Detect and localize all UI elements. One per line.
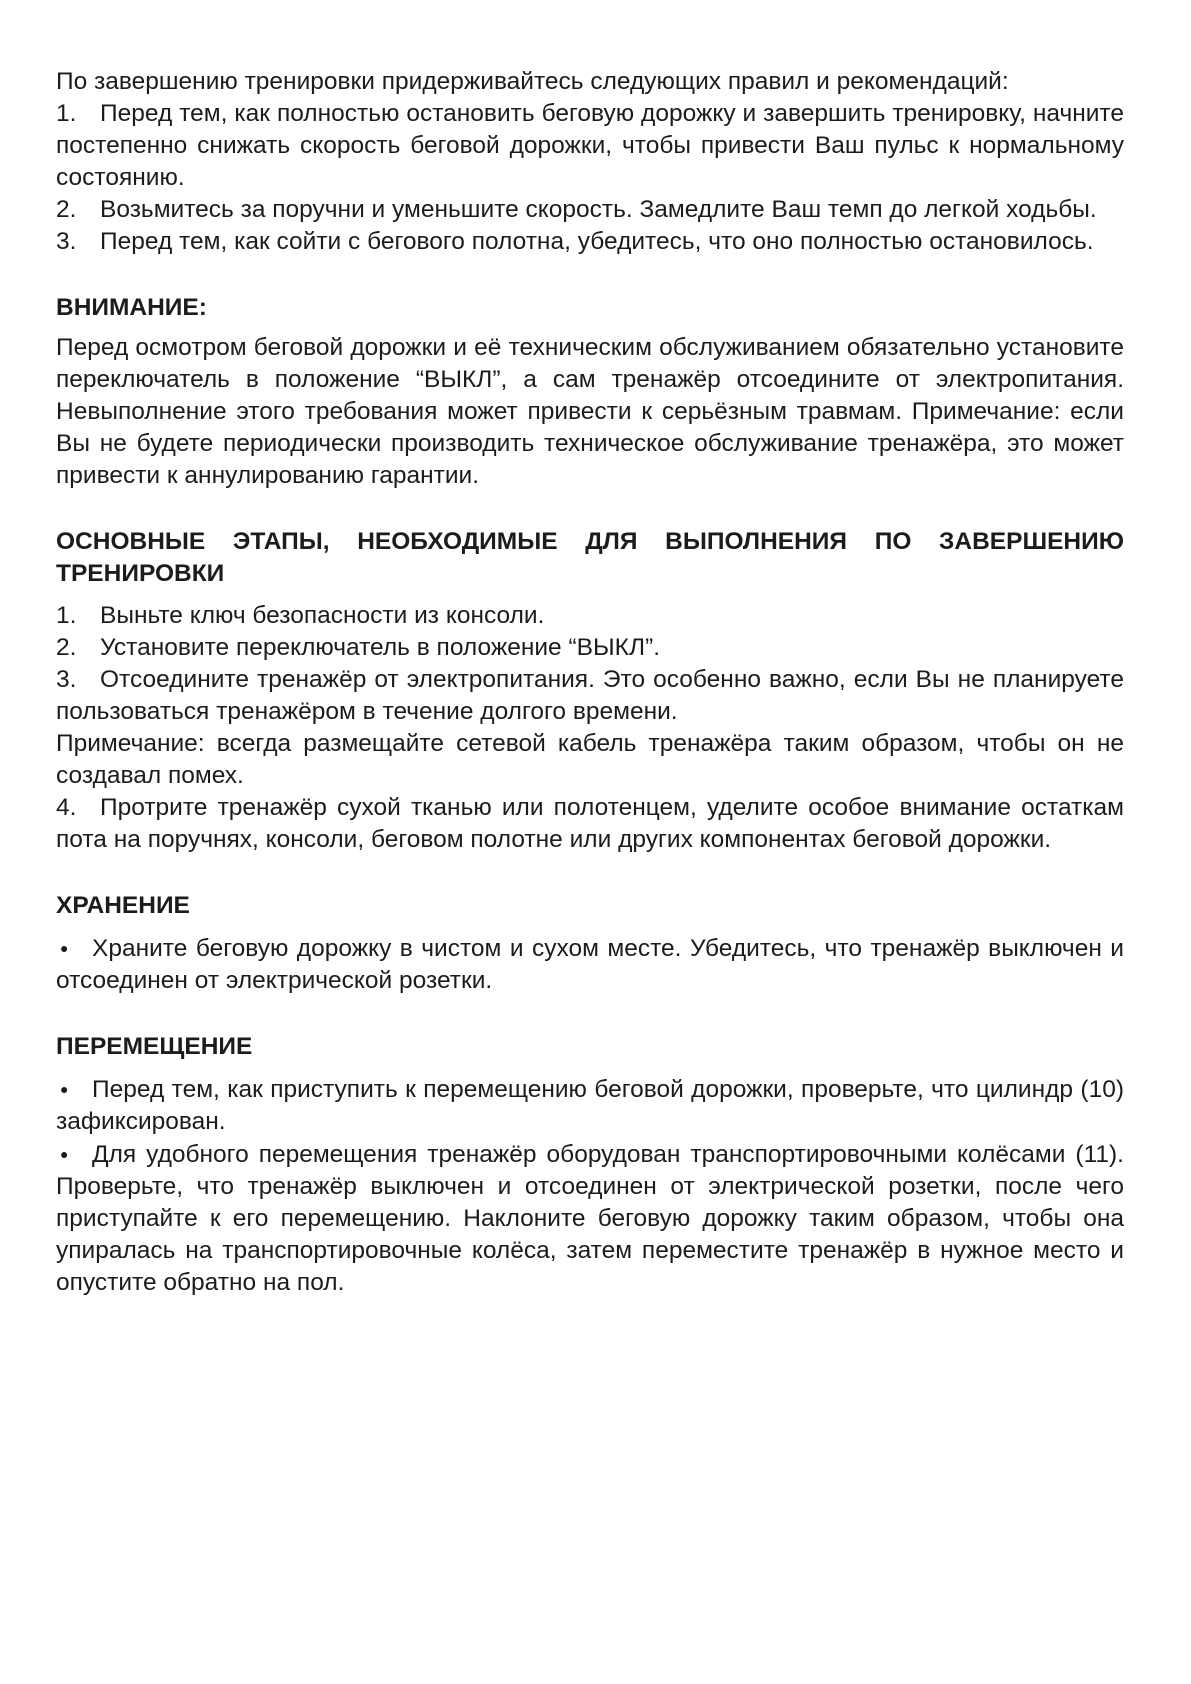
list-number: 3. bbox=[56, 666, 77, 693]
bullet-icon: ● bbox=[60, 940, 69, 956]
warning-heading: ВНИМАНИЕ: bbox=[56, 294, 207, 321]
steps-list-item-4 bbox=[56, 792, 1124, 856]
list-item-text: Перед тем, как полностью остановить беговую дорожку и завершить тренировку, начните постепенно снижать скорость беговой дорожки, чтобы привести Ваш пульс к нормальному состоянию. bbox=[56, 100, 1124, 191]
list-item-text: Отсоедините тренажёр от электропитания. Это особенно важно, если Вы не планируете пользоваться тренажёром в течение долгого времени. bbox=[56, 666, 1124, 725]
list-item-text: Протрите тренажёр сухой тканью или полотенцем, уделите особое внимание остаткам пота на поручнях, консоли, беговом полотне или других компонентах беговой дорожки. bbox=[56, 794, 1124, 853]
moving-heading: ПЕРЕМЕЩЕНИЕ bbox=[56, 1033, 253, 1060]
moving-bullet-item-2 bbox=[56, 1138, 1124, 1299]
intro-paragraph: По завершению тренировки придерживайтесь следующих правил и рекомендаций: bbox=[56, 68, 1009, 95]
list-number: 2. bbox=[56, 196, 77, 223]
list-item-text: Выньте ключ безопасности из консоли. bbox=[100, 602, 545, 629]
steps-note: Примечание: всегда размещайте сетевой кабель тренажёра таким образом, чтобы он не создавал помех. bbox=[56, 730, 1124, 789]
list-number: 3. bbox=[56, 228, 77, 255]
storage-bullet-item-1 bbox=[56, 932, 1124, 997]
moving-bullet-item-1 bbox=[56, 1073, 1124, 1138]
bullet-icon: ● bbox=[60, 1146, 69, 1162]
list-number: 4. bbox=[56, 794, 77, 821]
bullet-item-text: Храните беговую дорожку в чистом и сухом месте. Убедитесь, что тренажёр выключен и отсоединен от электрической розетки. bbox=[56, 935, 1124, 994]
bullet-icon: ● bbox=[60, 1081, 69, 1097]
list-number: 1. bbox=[56, 602, 77, 629]
bullet-item-text: Перед тем, как приступить к перемещению беговой дорожки, проверьте, что цилиндр (10) зафиксирован. bbox=[56, 1076, 1124, 1135]
intro-list-item-2 bbox=[56, 194, 1124, 226]
list-item-text: Перед тем, как сойти с бегового полотна, убедитесь, что оно полностью остановилось. bbox=[100, 228, 1094, 255]
steps-list-item-3 bbox=[56, 664, 1124, 728]
steps-list-item-2 bbox=[56, 632, 1124, 664]
page-content bbox=[56, 66, 1124, 1299]
storage-heading: ХРАНЕНИЕ bbox=[56, 892, 190, 919]
warning-paragraph: Перед осмотром беговой дорожки и её техническим обслуживанием обязательно установите переключатель в положение “ВЫКЛ”, а сам тренажёр отсоедините от электропитания. Невыполнение этого требования может привести к серьёзным травмам. Примечание: если Вы не будете периодически производить техническое обслуживание тренажёра, это может привести к аннулированию гарантии. bbox=[56, 334, 1124, 489]
list-item-text: Возьмитесь за поручни и уменьшите скорость. Замедлите Ваш темп до легкой ходьбы. bbox=[100, 196, 1097, 223]
intro-list-item-3 bbox=[56, 226, 1124, 258]
steps-list-item-1 bbox=[56, 600, 1124, 632]
intro-list-item-1 bbox=[56, 98, 1124, 194]
bullet-item-text: Для удобного перемещения тренажёр оборудован транспортировочными колёсами (11). Проверьте, что тренажёр выключен и отсоединен от электрической розетки, после чего приступайте к его перемещению. Наклоните беговую дорожку таким образом, чтобы она упиралась на транспортировочные колёса, затем переместите тренажёр в нужное место и опустите обратно на пол. bbox=[56, 1141, 1124, 1296]
list-number: 2. bbox=[56, 634, 77, 661]
list-number: 1. bbox=[56, 100, 77, 127]
list-item-text: Установите переключатель в положение “ВЫКЛ”. bbox=[100, 634, 660, 661]
steps-heading: ОСНОВНЫЕ ЭТАПЫ, НЕОБХОДИМЫЕ ДЛЯ ВЫПОЛНЕНИЯ ПО ЗАВЕРШЕНИЮ ТРЕНИРОВКИ bbox=[56, 528, 1124, 587]
